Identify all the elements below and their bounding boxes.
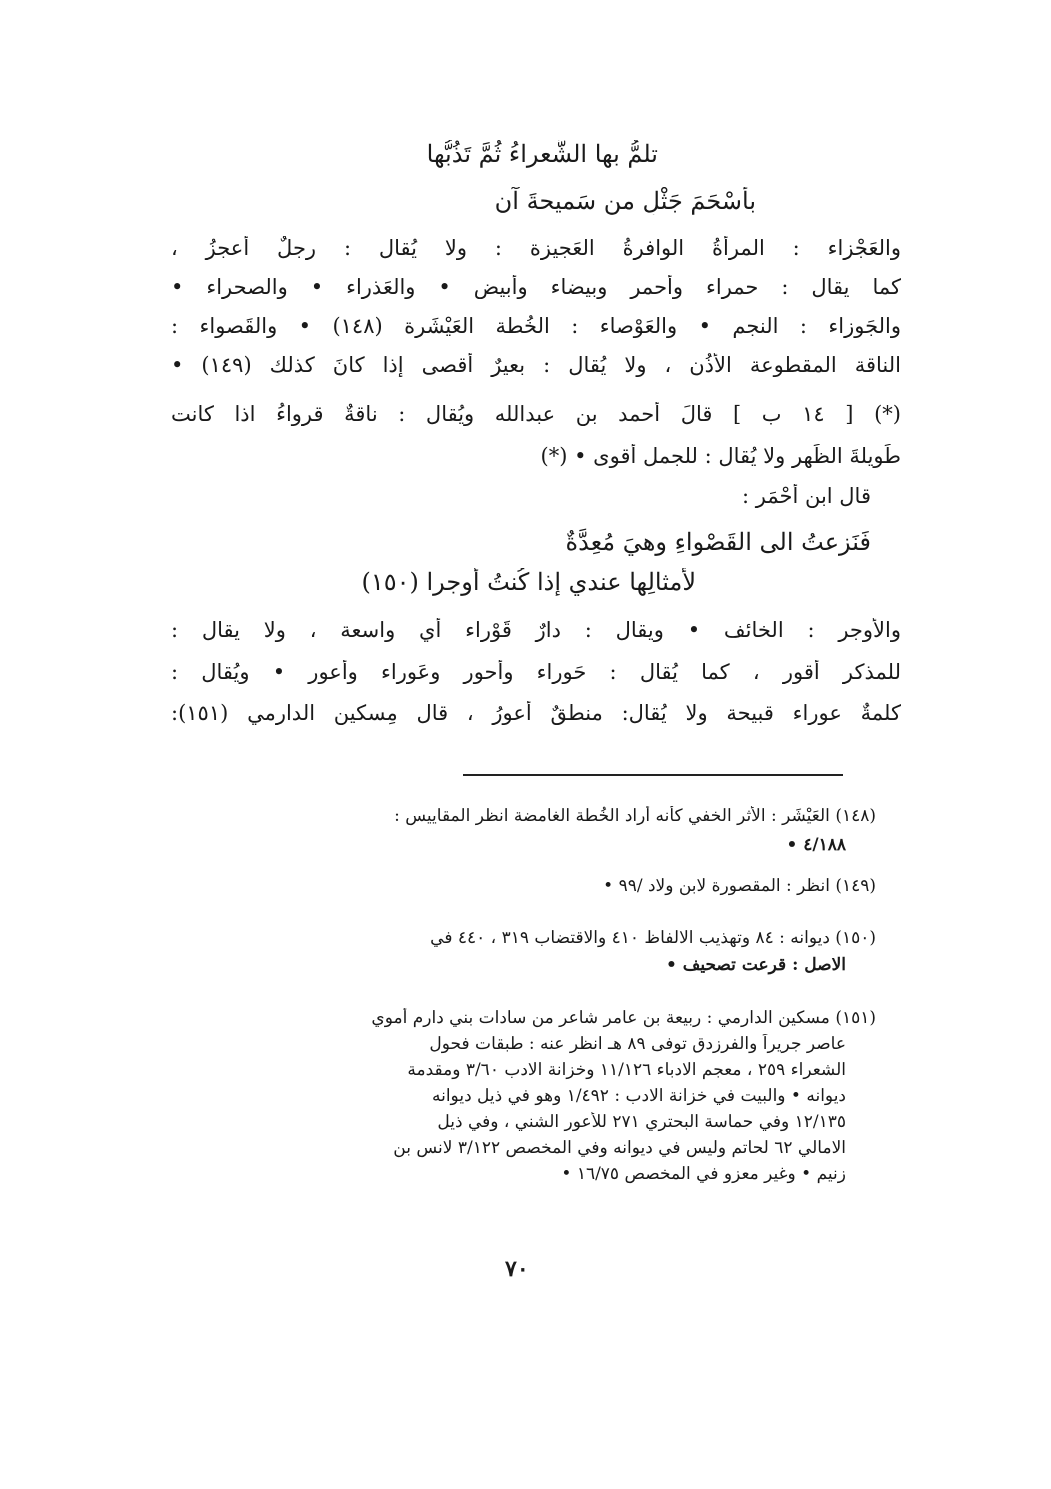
footnote-separator xyxy=(463,774,843,776)
paragraph-1-line-5: (*) [ ١٤ ب ] قالَ أحمد بن عبدالله ويُقال : ناقةٌ قرواءُ اذا كانت xyxy=(171,402,901,426)
paragraph-2-line-1: والأوجر : الخائف • ويقال : دارٌ قَوْراء أي واسعة ، ولا يقال : xyxy=(171,618,901,642)
verse-1-first-hemistich: تلمُّ بها الشَّعراءُ ثُمَّ تَذُبُّها xyxy=(426,140,658,168)
footnote-150-line-2: الاصل : قرعت تصحيف • xyxy=(665,955,846,975)
page-number: ٧٠ xyxy=(505,1256,529,1282)
paragraph-1-line-1: والعَجْزاء : المرأةُ الوافرةُ العَجيزة : ولا يُقال : رجلٌ أعجزُ ، xyxy=(171,236,901,260)
footnote-151-line-4: ديوانه • والبيت في خزانة الادب : ١/٤٩٢ وهو في ذيل ديوانه xyxy=(431,1086,846,1106)
verse-2-first-hemistich: فَنَزِعتُ الى القَصْواءِ وهيَ مُعِدَّةٌ xyxy=(565,528,871,556)
paragraph-1-line-3: والجَوزاء : النجم • والعَوْصاء : الخُطة العَيْشَرة (١٤٨) • والقَصواء : xyxy=(171,314,901,338)
footnote-151-line-6: الامالي ٦٢ لحاتم وليس في ديوانه وفي المخصص ٣/١٢٢ لانس بن xyxy=(393,1138,846,1158)
poet-attribution: قال ابن أَحْمَر : xyxy=(741,484,871,508)
footnote-149: (١٤٩) انظر : المقصورة لابن ولاد /٩٩ • xyxy=(603,876,876,896)
verse-2-second-hemistich: لأمثالِها عندي إذا كُنتُ أَوجرا (١٥٠) xyxy=(361,568,696,596)
footnote-148-line-1: (١٤٨) العَيْشَر : الأثر الخفي كأنه أراد الخُطة الغامضة انظر المقاييس : xyxy=(394,806,876,826)
paragraph-2-line-3: كلمةٌ عوراء قبيحة ولا يُقال: منطقٌ أعورُ ، قال مِسكين الدارمي (١٥١): xyxy=(171,701,901,725)
footnote-148-line-2: ٤/١٨٨ • xyxy=(786,835,846,855)
footnote-151-line-2: عاصر جريراً والفرزدق توفى ٨٩ هـ انظر عنه : طبقات فحول xyxy=(429,1034,846,1054)
paragraph-1-line-2: كما يقال : حمراء وأحمر وبيضاء وأبيض • والعَذراء • والصحراء • xyxy=(171,275,901,299)
footnote-151-line-7: زنيم • وغير معزو في المخصص ١٦/٧٥ • xyxy=(561,1164,846,1184)
footnote-151-line-3: الشعراء ٢٥٩ ، معجم الادباء ١١/١٢٦ وخزانة الادب ٣/٦٠ ومقدمة xyxy=(407,1060,846,1080)
verse-1-second-hemistich: بأَسْحَمَ جَثْلٍ من سَميحةَ آنِ xyxy=(494,187,756,215)
paragraph-1-line-4: الناقة المقطوعة الأُذُن ، ولا يُقال : بعيرٌ أقصى إذا كانَ كذلك (١٤٩) • xyxy=(171,353,901,377)
footnote-150-line-1: (١٥٠) ديوانه : ٨٤ وتهذيب الالفاظ ٤١٠ والاقتضاب ٣١٩ ، ٤٤٠ في xyxy=(430,928,876,948)
paragraph-1-line-6: طَويلةَ الظَهر ولا يُقال : للجمل أقوى • (*) xyxy=(540,444,901,468)
footnote-151-line-1: (١٥١) مسكين الدارمي : ربيعة بن عامر شاعر من سادات بني دارم أموي xyxy=(371,1008,876,1028)
paragraph-2-line-2: للمذكر أَقور ، كما يُقال : حَوراء وأحور وعَوراء وأعور • ويُقال : xyxy=(171,660,901,684)
footnote-151-line-5: ١٢/١٣٥ وفي حماسة البحتري ٢٧١ للأعور الشني ، وفي ذيل xyxy=(437,1112,846,1132)
